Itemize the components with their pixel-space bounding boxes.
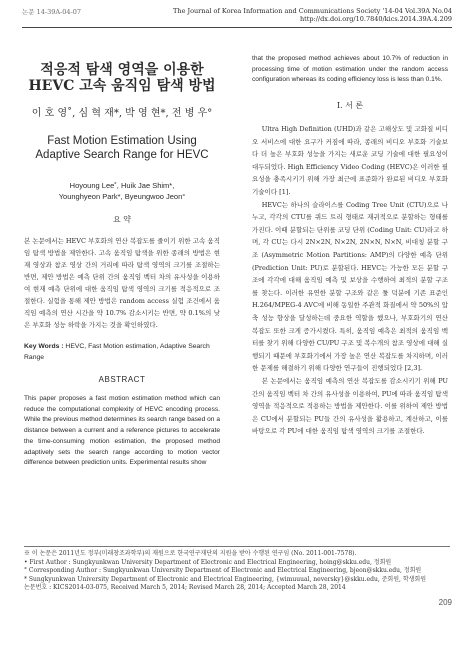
keywords [24, 341, 220, 363]
title-en-line-1: Fast Motion Estimation Using [47, 135, 197, 147]
doi-link[interactable]: http://dx.doi.org/10.7840/kics.2014.39A.4.209 [299, 15, 452, 23]
footnote-received: 논문번호 : KICS2014-03-075, Received March 5, 2014; Revised March 28, 2014; Accepted March 28, 2014 [24, 584, 346, 592]
introduction-body [252, 123, 448, 438]
left-column [24, 56, 220, 469]
abstract-korean: 본 논문에서는 HEVC 부호화의 연산 복잡도를 줄이기 위한 고속 움직임 탐색 방법을 제안한다. 고속 움직임 탐색을 위한 종래의 방법은 현재 영상과 참조 영상 간의 거리에 따라 탐색 영역의 크기를 조절하는 반면, 제안 방법은 예측 단위 간의 움직임 벡터 차의 유사성을 이용하여 현재 예측 단위에 대한 움직임 탐색 영역의 크기를 적응적으로 조절한다. 실험을 통해 제안 방법은 random access 실험 조건에서 움직임 예측의 연산 시간을 약 10.7% 감소시키는 반면, 약 0.1%의 낮은 부호화 성능 하락을 가지는 것을 확인하였다. [24, 237, 220, 329]
title-english [24, 134, 220, 162]
keywords-list: HEVC, Fast Motion estimation, Adaptive Search Range [24, 343, 210, 361]
page-number: 209 [438, 598, 452, 607]
title-ko-line-2: HEVC 고속 움직임 탐색 방법 [28, 78, 216, 94]
keywords-label: Key Words : [24, 343, 64, 350]
footnote-funding: ※ 이 논문은 2011년도 정부(미래창조과학부)의 재원으로 한국연구재단의 지원을 받아 수행된 연구임 (No. 2011-001-7578). [24, 550, 357, 557]
title-korean [24, 62, 220, 94]
footnotes [24, 550, 450, 593]
paragraph: HEVC는 하나의 슬라이스를 Coding Tree Unit (CTU)으로 나누고, 각각의 CTU를 쿼드 트리 형태로 재귀적으로 분할하는 형태를 가진다. 이때 분할되는 단위를 코딩 단위 (Coding Unit: CU)라고 하며, 각 CU는 다시 2N×2N, N×2N, 2N×N, N×N, 비대칭 분할 구조 (Asymmetric Motion Partitions: AMP)의 다양한 예측 단위 (Prediction Unit: PU)로 분할된다. HEVC는 가능한 모든 분할 구조에 각각에 대해 움직임 예측 및 보상을 수행하여 최적의 분할 구조를 찾는다. 이러한 유연한 분할 구조와 같은 툴 덕분에 기존 표준인 H.264/MPEG-4 AVC에 비해 동일한 주관적 화질에서 약 50%의 압축 성능 향상을 달성하는데 중요한 역할을 했으나, 부호화기의 연산 복잡도 또한 크게 증가시켰다. 특히, 움직임 예측은 최적의 움직임 벡터를 찾기 위해 다양한 CU/PU 구조 및 복수개의 참조 영상에 대해 실행되기 때문에 부호화기에서 가장 높은 연산 복잡도를 차지하며, 이러한 문제를 해결하기 위해 다양한 연구들이 진행되었다 [2,3]. [252, 200, 448, 373]
footnote-coauthors: * Sungkyunkwan University Department of Electronic and Electrical Engineering, {wimuuual, neversky}@skku.edu, 준회원, 학생회원 [24, 575, 427, 583]
footnote-first-author: • First Author : Sungkyunkwan University Department of Electronic and Electrical Engineering, hoing@skku.edu, 정회원 [24, 558, 392, 566]
authors-en-line-2: Younghyeon Park*, Byeungwoo Jeon° [58, 192, 186, 201]
journal-name: The Journal of Korea Information and Communications Society '14-04 Vol.39A No.04 [173, 7, 452, 15]
authors-en-line-1: Hoyoung Lee˚, Huik Jae Shim*, [69, 181, 175, 190]
authors-korean: 이 호 영˚, 심 혁 재*, 박 영 현*, 전 병 우° [31, 108, 213, 119]
abstract-english: This paper proposes a fast motion estimation method which can reduce the computational complexity of HEVC encoding process. While the previous method determines its search range based on a distance between a current and a reference pictures to accelerate the time-consuming motion estimation, the proposed method adaptively sets the search range according to motion vector difference between prediction units. Experimental results show [24, 395, 220, 467]
paper-id: 논문 14-39A-04-07 [22, 8, 81, 16]
title-en-line-2: Adaptive Search Range for HEVC [35, 149, 209, 161]
journal-info [173, 7, 452, 23]
right-column [252, 56, 448, 438]
running-header [22, 6, 452, 36]
footnote-rule [24, 546, 450, 547]
abstract-en-heading: ABSTRACT [98, 375, 146, 384]
abstract-ko-heading: 요 약 [113, 215, 131, 224]
abstract-english-continued: that the proposed method achieves about 10.7% of reduction in processing time of motion estimation under the random access configuration whereas its coding efficiency loss is less than 0.1%. [252, 55, 448, 84]
paragraph: 본 논문에서는 움직임 예측의 연산 복잡도를 감소시키기 위해 PU 간의 움직임 벡터 차 간의 유사성을 이용하여, PU에 따라 움직임 탐색 영역을 적응적으로 적용하는 방법을 제안한다. 이를 위하여 제안 방법은 CU에서 분할되는 PU들 간의 유사성을 활용하고, 계산하고, 이를 바탕으로 각 PU에 대한 움직임 탐색 영역의 크기를 조절한다. [252, 376, 448, 436]
title-ko-line-1: 적응적 탐색 영역을 이용한 [40, 62, 204, 78]
header-rule [22, 27, 452, 28]
paragraph: Ultra High Definition (UHD)과 같은 고해상도 및 고화질 비디오 서비스에 대한 요구가 커짐에 따라, 종래의 비디오 부호화 기술보다 더 높은 부호화 성능을 가지는 새로운 코딩 기술에 대한 필요성이 대두되었다. High Efficiency Video Coding (HEVC)은 이러한 필요성을 충족시키기 위해 가장 최근에 표준화가 완료된 비디오 부호화 기술이다 [1]. [252, 125, 448, 197]
authors-english [24, 180, 220, 202]
footnote-corresponding-author: ° Corresponding Author : Sungkyunkwan University Department of Electronic and Electrical Engineering, bjeon@skku.edu, 정회원 [24, 567, 422, 575]
section-heading-introduction: Ⅰ. 서 론 [336, 101, 364, 111]
